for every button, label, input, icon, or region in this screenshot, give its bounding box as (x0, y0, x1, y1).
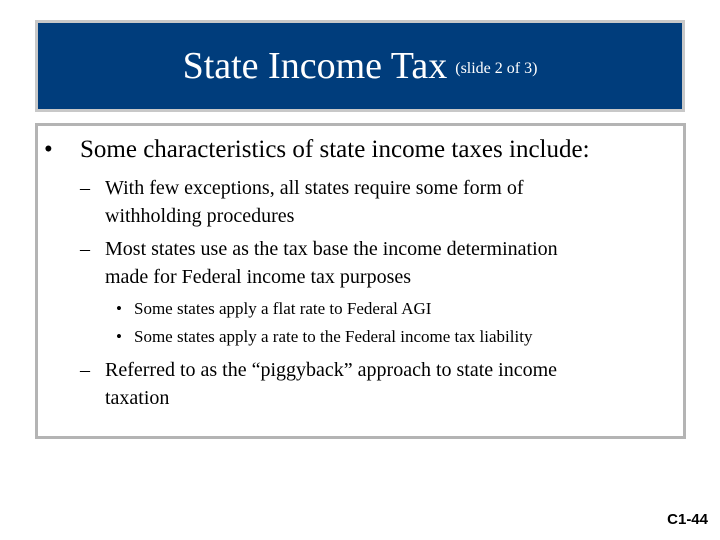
sub-bullet-tax-base-line1: Most states use as the tax base the income determination (105, 238, 558, 260)
slide-title-banner (35, 20, 685, 112)
sub-bullet-piggyback-line2: taxation (105, 387, 170, 409)
slide-subtitle: (slide 2 of 3) (455, 60, 538, 77)
slide-title: State Income Tax (182, 45, 448, 87)
dash-marker: – (80, 177, 90, 199)
sub-sub-bullet-federal-liability: Some states apply a rate to the Federal income tax liability (134, 327, 533, 346)
dash-marker: – (80, 359, 90, 381)
content-panel (35, 123, 686, 439)
page-number: C1-44 (667, 511, 708, 528)
bullet-marker: • (44, 136, 53, 163)
bullet-marker: • (116, 299, 122, 318)
sub-bullet-withholding-line1: With few exceptions, all states require some form of (105, 177, 524, 199)
sub-bullet-withholding-line2: withholding procedures (105, 205, 295, 227)
sub-bullet-piggyback-line1: Referred to as the “piggyback” approach to state income (105, 359, 558, 381)
sub-bullet-tax-base-line2: made for Federal income tax purposes (105, 266, 412, 288)
bullet-marker: • (116, 327, 122, 346)
bullet-main-text: Some characteristics of state income taxes include: (80, 136, 590, 163)
sub-sub-bullet-flat-rate: Some states apply a flat rate to Federal AGI (134, 299, 432, 318)
dash-marker: – (80, 238, 90, 260)
